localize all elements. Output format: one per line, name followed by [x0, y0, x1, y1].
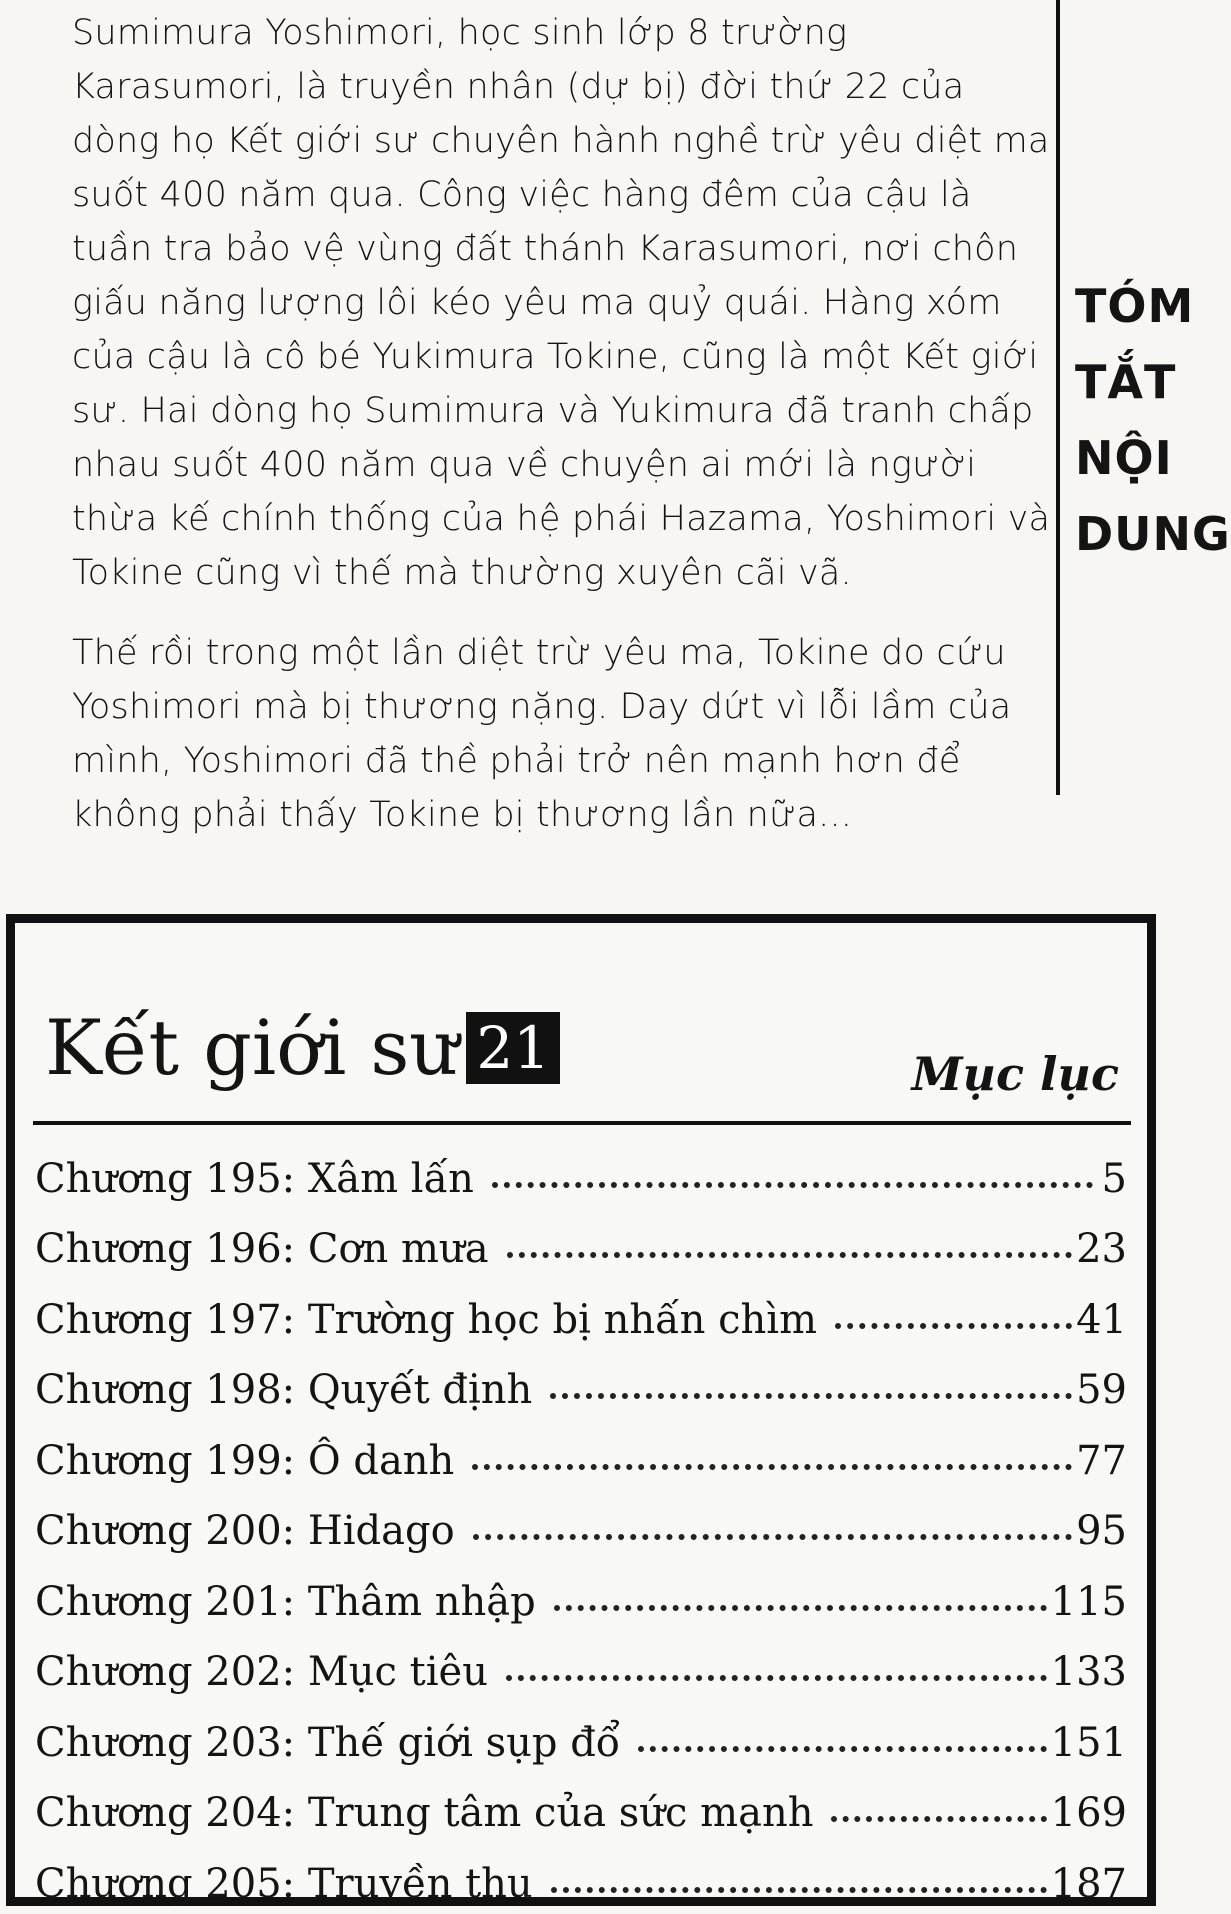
- chapter-page: 151: [1050, 1719, 1127, 1766]
- side-label-word: TẮT: [1075, 355, 1177, 409]
- chapter-list: [35, 1131, 1127, 1907]
- side-label-word: NỘI: [1075, 431, 1173, 485]
- chapter-title: Chương 201: Thâm nhập: [35, 1578, 536, 1625]
- chapter-title: Chương 200: Hidago: [35, 1508, 455, 1554]
- summary-paragraph: Thế rồi trong một lần diệt trừ yêu ma, Tokine do cứu Yoshimori mà bị thương nặng. Day dứt vì lỗi lầm của mình, Yoshimori đã thề phải trở nên mạnh hơn để không phải thấy Tokine bị thương lần nữa...: [72, 633, 1012, 835]
- chapter-entry[interactable]: [35, 1413, 1127, 1484]
- chapter-title: Chương 195: Xâm lấn: [35, 1155, 474, 1202]
- chapter-page: 187: [1050, 1860, 1127, 1907]
- series-title: Kết giới sư: [45, 1003, 459, 1092]
- side-label-word: TÓM: [1075, 279, 1195, 333]
- chapter-page: 133: [1050, 1649, 1127, 1695]
- summary-paragraph: Sumimura Yoshimori, học sinh lớp 8 trường Karasumori, là truyền nhân (dự bị) đời thứ 22 của dòng họ Kết giới sư chuyên hành nghề trừ yêu diệt ma suốt 400 năm qua. Công việc hàng đêm của cậu là tuần tra bảo vệ vùng đất thánh Karasumori, nơi chôn giấu năng lượng lôi kéo yêu ma quỷ quái. Hàng xóm của cậu là cô bé Yukimura Tokine, cũng là một Kết giới sư. Hai dòng họ Sumimura và Yukimura đã tranh chấp nhau suốt 400 năm qua về chuyện ai mới là người thừa kế chính thống của hệ phái Hazama, Yoshimori và Tokine cũng vì thế mà thường xuyên cãi vã.: [72, 13, 1051, 593]
- dot-leader: [550, 1393, 1072, 1399]
- chapter-page: 95: [1076, 1508, 1127, 1554]
- chapter-title: Chương 197: Trường học bị nhấn chìm: [35, 1296, 818, 1343]
- dot-leader: [554, 1605, 1047, 1611]
- chapter-title: Chương 205: Truyền thụ: [35, 1860, 533, 1907]
- toc-subtitle: Mục lục: [911, 1047, 1119, 1101]
- chapter-title: Chương 199: Ô danh: [35, 1437, 455, 1484]
- chapter-entry[interactable]: [35, 1766, 1127, 1837]
- summary-text: [72, 6, 1052, 868]
- chapter-title: Chương 204: Trung tâm của sức mạnh: [35, 1790, 814, 1836]
- chapter-title: Chương 202: Mục tiêu: [35, 1649, 488, 1695]
- dot-leader: [831, 1816, 1046, 1822]
- chapter-title: Chương 203: Thế giới sụp đổ: [35, 1719, 621, 1766]
- dot-leader: [506, 1675, 1047, 1681]
- divider-line: [1056, 0, 1060, 795]
- chapter-page: 77: [1076, 1437, 1127, 1484]
- chapter-title: Chương 198: Quyết định: [35, 1367, 533, 1413]
- chapter-page: 23: [1076, 1226, 1127, 1272]
- dot-leader: [638, 1746, 1046, 1752]
- dot-leader: [835, 1323, 1072, 1329]
- summary-side-label: [1075, 268, 1231, 572]
- chapter-entry[interactable]: [35, 1836, 1127, 1907]
- chapter-entry[interactable]: [35, 1484, 1127, 1555]
- volume-badge: 21: [466, 1012, 560, 1084]
- chapter-page: 5: [1101, 1155, 1127, 1202]
- toc-title: [45, 1003, 560, 1093]
- dot-leader: [507, 1252, 1073, 1258]
- chapter-title: Chương 196: Cơn mưa: [35, 1226, 489, 1272]
- chapter-entry[interactable]: [35, 1554, 1127, 1625]
- chapter-entry[interactable]: [35, 1272, 1127, 1343]
- chapter-entry[interactable]: [35, 1625, 1127, 1696]
- chapter-entry[interactable]: [35, 1695, 1127, 1766]
- chapter-entry[interactable]: [35, 1343, 1127, 1414]
- chapter-entry[interactable]: [35, 1131, 1127, 1202]
- side-label-word: DUNG: [1075, 507, 1231, 561]
- chapter-page: 59: [1076, 1367, 1127, 1413]
- table-of-contents: [6, 914, 1156, 1906]
- chapter-entry[interactable]: [35, 1202, 1127, 1273]
- chapter-page: 169: [1050, 1790, 1127, 1836]
- dot-leader: [473, 1534, 1072, 1540]
- chapter-page: 41: [1076, 1296, 1127, 1343]
- dot-leader: [551, 1887, 1047, 1893]
- dot-leader: [492, 1182, 1093, 1188]
- title-rule: [33, 1121, 1131, 1125]
- dot-leader: [472, 1464, 1072, 1470]
- chapter-page: 115: [1050, 1578, 1127, 1625]
